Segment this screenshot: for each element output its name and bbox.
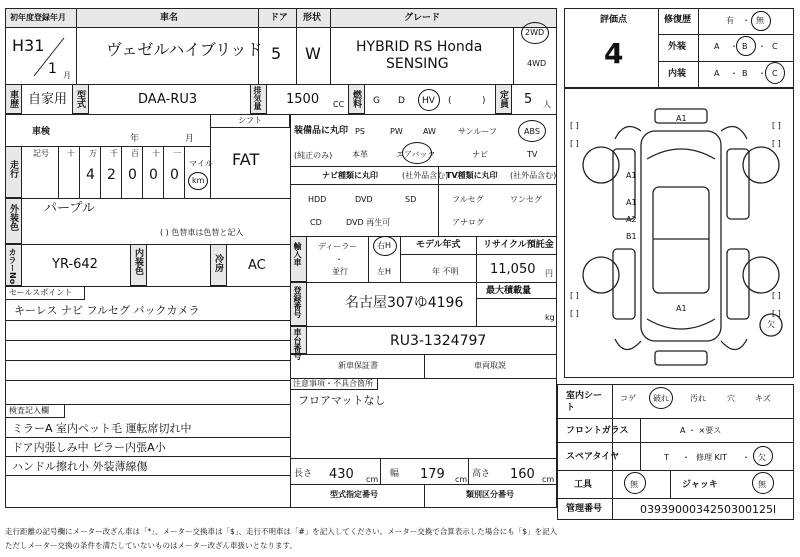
tv-oneseg: ワンセグ	[510, 195, 542, 204]
usage-value: 自家用	[28, 92, 68, 107]
ac-value: AC	[248, 258, 266, 273]
car-name-value: ヴェゼルハイブリッド	[106, 40, 263, 59]
bracket-3: [ ]	[570, 139, 579, 148]
rating-label: 評価点	[600, 15, 628, 25]
left-h: 左H	[377, 267, 392, 276]
tools-value: 無	[630, 480, 638, 489]
mark-a1-rear: A1	[626, 171, 637, 180]
footnote-2: ただしメーター交換の条件を満たしていないものはメーター改ざん車扱いとなります。	[5, 541, 297, 550]
displacement-value: 1500	[286, 92, 320, 107]
usage-label: 車歴	[8, 90, 18, 108]
equip-pw: PW	[390, 127, 403, 136]
capacity-label: 定員	[498, 90, 508, 108]
shift-value: FAT	[232, 150, 260, 169]
notes-value: フロアマットなし	[298, 394, 386, 407]
yen-unit: 円	[545, 269, 553, 278]
mileage-digit-1: 4	[86, 167, 95, 183]
footnote-1: 走行距離の記号欄にメーター改ざん車は「*」、メーター交換車は「$」、走行不明車は「#」を記入してください。メーター交換で合算表示した場合にも「$」を記入	[5, 527, 558, 536]
height-unit: cm	[542, 475, 555, 484]
tools-label: 工具	[574, 480, 593, 490]
spare-dot2: ・	[742, 453, 750, 462]
mileage-digit-4: 0	[149, 167, 158, 183]
height-value: 160	[510, 467, 535, 482]
navi-type-sub: (社外品含む)	[402, 171, 449, 180]
digit-head-4: 百	[131, 149, 139, 158]
navi-hdd: HDD	[308, 195, 327, 204]
length-unit: cm	[366, 475, 379, 484]
rating-value: 4	[604, 37, 624, 70]
kg-unit: kg	[545, 313, 555, 322]
shape-label: 形状	[303, 13, 322, 23]
int-a: A	[714, 69, 720, 78]
digit-head-2: 万	[89, 149, 97, 158]
spare-missing: 欠	[758, 453, 766, 462]
equip-aw: AW	[423, 127, 436, 136]
shift-label: シフト	[238, 116, 262, 125]
person-unit: 人	[543, 100, 551, 109]
chassis-value: RU3-1324797	[390, 333, 487, 349]
first-reg-month: 1	[48, 61, 57, 77]
digit-head-1: 十	[67, 149, 75, 158]
bracket-6: [ ]	[772, 291, 781, 300]
class-no-label: 類別区分番号	[466, 490, 514, 499]
inspection-year: 年	[130, 134, 140, 144]
equip-ps: PS	[355, 127, 365, 136]
inspection-month: 月	[185, 134, 195, 144]
bracket-8: [ ]	[772, 309, 781, 318]
fuel-paren-open: (	[448, 96, 452, 106]
equip-leather: 本革	[352, 150, 368, 159]
fuel-g: G	[373, 96, 380, 106]
color-label: 外装色	[8, 204, 18, 231]
jack-value: 無	[758, 480, 766, 489]
bracket-5: [ ]	[570, 291, 579, 300]
equip-airbag: エアバック	[396, 150, 436, 159]
repair-label: 修復歴	[664, 15, 692, 25]
mark-a2: A2	[626, 215, 637, 224]
bracket-7: [ ]	[570, 309, 579, 318]
jack-label: ジャッキ	[682, 480, 718, 490]
windshield-value: A ・ ×要ス	[680, 426, 722, 435]
mark-missing: 欠	[767, 320, 775, 329]
spare-label: スペアタイヤ	[566, 452, 620, 462]
mileage-digit-5: 0	[170, 167, 179, 183]
repair-no: 無	[756, 16, 764, 25]
navi-dvd: DVD	[355, 195, 373, 204]
ac-label: 冷房	[213, 254, 223, 272]
cc-unit: CC	[333, 100, 345, 109]
reg-no-value: 名古屋307ゆ4196	[345, 295, 464, 311]
fuel-hv: HV	[422, 96, 435, 106]
tv-fullseg: フルセグ	[452, 195, 484, 204]
shape-value: W	[305, 44, 321, 63]
ext-c: C	[772, 42, 778, 51]
inspector-note-label: 検査記入欄	[9, 406, 49, 415]
repair-dot: ・	[742, 16, 750, 25]
import-label: 輸入車	[293, 242, 302, 266]
equipment-label: 装備品に丸印	[294, 126, 349, 136]
tv-type-sub: (社外品含む)	[510, 171, 557, 180]
seat-tear: 破れ	[653, 394, 669, 403]
door-value: 5	[271, 44, 282, 63]
notes-label: 注意事項・不具合箇所	[293, 379, 373, 388]
grade-label: グレード	[404, 13, 441, 23]
tv-analog: アナログ	[452, 218, 484, 227]
color-no-value: YR-642	[52, 257, 98, 272]
right-h: 右H	[377, 241, 392, 250]
month-unit: 月	[63, 71, 71, 80]
door-label: ドア	[270, 13, 288, 23]
model-value: DAA-RU3	[138, 92, 198, 107]
equipment-sub: (純正のみ)	[294, 151, 333, 160]
seat-burn: コゲ	[620, 394, 636, 403]
seat-dirt: 汚れ	[690, 394, 706, 403]
tv-type-label: TV種類に丸印	[446, 171, 498, 180]
parallel: 並行	[332, 267, 348, 276]
reg-no-label: 登録番号	[293, 286, 302, 318]
warranty-label: 新車保証書	[338, 361, 378, 370]
spare-dot1: ・	[682, 453, 690, 462]
equip-abs: ABS	[524, 127, 540, 136]
mark-a1-door: A1	[626, 198, 637, 207]
chassis-label: 車台番号	[293, 328, 302, 360]
mileage-digit-2: 2	[107, 167, 116, 183]
spare-kit: 修理 KIT	[696, 453, 728, 462]
length-value: 430	[329, 467, 354, 482]
equip-tv: TV	[527, 150, 538, 159]
drive-4wd: 4WD	[527, 59, 547, 68]
mileage-digit-3: 0	[128, 167, 137, 183]
mileage-label: 走行	[8, 160, 18, 178]
displacement-label: 排気量	[253, 86, 262, 110]
ext-b: B	[742, 42, 748, 51]
digit-head-6: 一	[173, 149, 181, 158]
digit-head-5: 十	[152, 149, 160, 158]
interior-label: 内装	[668, 69, 687, 79]
color-note: ( ) 色替車は色替と記入	[160, 228, 244, 237]
drive-2wd: 2WD	[525, 28, 545, 37]
navi-dvd-play: DVD 再生可	[346, 218, 391, 227]
repair-yes: 有	[726, 16, 734, 25]
bracket-1: [ ]	[570, 121, 579, 130]
int-c: C	[772, 69, 778, 78]
width-unit: cm	[455, 475, 468, 484]
ext-a: A	[714, 42, 720, 51]
recycle-label: リサイクル預託金	[483, 240, 554, 250]
interior-color-label: 内装色	[133, 248, 143, 275]
exterior-label: 外装	[668, 42, 687, 52]
ext-dot1: ・	[730, 42, 738, 51]
mark-a1-top: A1	[676, 114, 687, 123]
width-label: 幅	[390, 469, 400, 479]
model-year-value: 年 不明	[432, 267, 459, 276]
fuel-label: 燃料	[351, 90, 361, 108]
inspector-line-3: ハンドル擦れ小 外装薄線傷	[12, 460, 148, 473]
fuel-d: D	[398, 96, 405, 106]
seat-hole: 穴	[727, 394, 735, 403]
spare-t: T	[664, 453, 669, 462]
int-dot2: ・	[758, 69, 766, 78]
max-load-label: 最大積載量	[486, 286, 532, 296]
type-no-label: 型式指定番号	[330, 490, 378, 499]
mark-a1-bottom: A1	[676, 304, 687, 313]
mgmt-no-value: 0393900034250300125l	[640, 503, 777, 516]
equip-sunroof: サンルーフ	[458, 127, 497, 136]
car-diagram-icon	[565, 89, 793, 377]
seat-scratch: キズ	[755, 394, 771, 403]
inspector-line-1: ミラーA 室内ペット毛 運転席切れ中	[12, 422, 192, 435]
sales-point-label: セールスポイント	[9, 288, 73, 297]
length-label: 長さ	[294, 469, 313, 479]
km-unit: km	[192, 176, 205, 185]
inspection-label: 車検	[32, 127, 51, 137]
manual-label: 車両取説	[474, 361, 506, 370]
navi-type-label: ナビ種類に丸印	[322, 171, 378, 180]
int-dot1: ・	[730, 69, 738, 78]
mileage-sublabel: 記号	[33, 149, 49, 158]
windshield-label: フロントガラス	[566, 426, 629, 436]
first-reg-year: H31	[12, 36, 45, 55]
width-value: 179	[420, 467, 445, 482]
recycle-value: 11,050	[490, 262, 536, 277]
color-no-label: カラーNo.	[8, 248, 17, 288]
color-value: パープル	[44, 201, 95, 216]
height-label: 高さ	[472, 469, 491, 479]
equip-navi: ナビ	[472, 150, 488, 159]
navi-sd: SD	[405, 195, 417, 204]
mile-unit: マイル	[189, 159, 213, 168]
grade-line2: SENSING	[386, 56, 449, 72]
model-label: 型式	[75, 90, 85, 108]
bracket-4: [ ]	[772, 139, 781, 148]
model-year-label: モデル年式	[416, 240, 461, 250]
inspector-line-2: ドア内張しみ中 ピラー内張A小	[12, 441, 166, 454]
seat-label: 室内シート	[566, 391, 603, 413]
first-reg-label: 初年度登録年月	[10, 13, 66, 22]
grade-line1: HYBRID RS Honda	[356, 39, 483, 55]
mark-b1: B1	[626, 232, 637, 241]
mgmt-no-label: 管理番号	[566, 504, 603, 514]
bracket-2: [ ]	[772, 121, 781, 130]
dealer-dot: ・	[335, 255, 343, 264]
capacity-value: 5	[524, 92, 533, 107]
car-name-label: 車名	[160, 13, 179, 23]
dealer: ディーラー	[318, 242, 358, 251]
int-b: B	[742, 69, 748, 78]
ext-dot2: ・	[758, 42, 766, 51]
digit-head-3: 千	[110, 149, 118, 158]
fuel-paren-close: )	[482, 96, 486, 106]
navi-cd: CD	[310, 218, 322, 227]
sales-point-value: キーレス ナビ フルセグ バックカメラ	[14, 304, 200, 317]
